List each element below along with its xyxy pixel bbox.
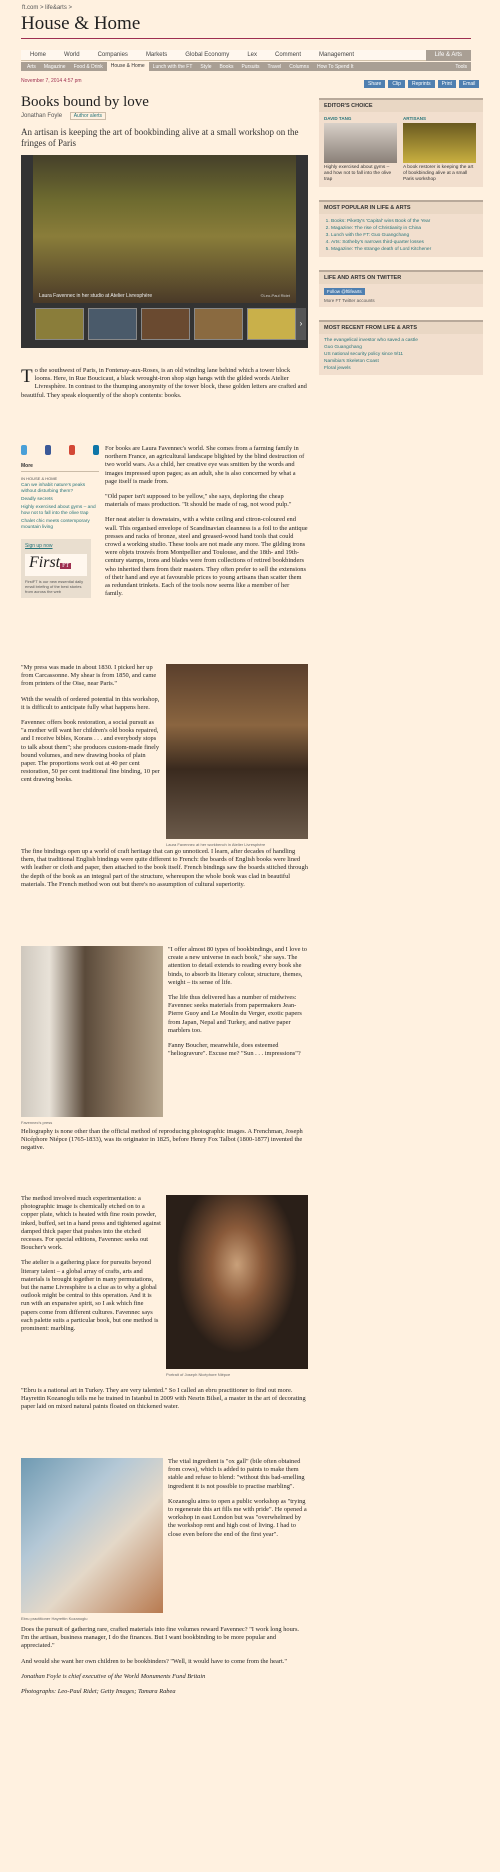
- gallery-thumbnails: [35, 308, 296, 340]
- most-popular-list: [319, 214, 483, 257]
- subnav-magazine[interactable]: Magazine: [43, 63, 66, 70]
- ec-item-text[interactable]: A book restorer is keeping the art of bookbinding alive at a small Paris workshop: [403, 165, 474, 182]
- firstft-logo: [25, 554, 87, 576]
- nav-life-arts[interactable]: Life & Arts: [426, 50, 471, 61]
- editors-choice-title: EDITOR'S CHOICE: [319, 98, 483, 112]
- divider: [21, 38, 471, 39]
- recent-item[interactable]: Guo Guangchang: [324, 345, 362, 350]
- gallery-main-photo[interactable]: [33, 155, 296, 303]
- thumbnail[interactable]: [35, 308, 84, 340]
- masthead: [0, 0, 500, 70]
- press-photo: [21, 946, 163, 1117]
- breadcrumb[interactable]: ft.com > life&arts >: [22, 5, 73, 11]
- article-paragraph: "My press was made in about 1830. I picked her up from Carcassonne. My shear is from 1850, and came from printers of the Oise, near Paris.": [21, 664, 157, 688]
- ec-item[interactable]: [403, 116, 476, 183]
- subnav-pursuits[interactable]: Pursuits: [241, 63, 260, 70]
- intro-paragraph: [21, 367, 308, 400]
- nav-lex[interactable]: Lex: [247, 52, 257, 58]
- clip-button[interactable]: Clip: [388, 80, 405, 88]
- popular-item[interactable]: 5. Magazine: The strange death of Lord Kitchener: [331, 246, 478, 253]
- follow-button[interactable]: Follow @ftlifearts: [324, 288, 365, 295]
- article: [21, 78, 308, 407]
- popular-item[interactable]: 4. Arts: Sotheby's narrows third-quarter losses: [331, 239, 478, 246]
- popular-item[interactable]: 1. Books: Piketty's 'Capital' wins Book of the Year: [331, 218, 478, 225]
- article-column-3: [21, 848, 308, 896]
- byline: [21, 113, 308, 119]
- photo-caption: Favennec's press: [21, 1120, 53, 1125]
- twitter-content: [319, 284, 483, 307]
- facebook-icon[interactable]: [45, 445, 51, 455]
- nav-global-economy[interactable]: Global Economy: [185, 52, 230, 58]
- author-name[interactable]: Jonathan Foyle: [21, 113, 63, 119]
- subnav-columns[interactable]: Columns: [289, 63, 309, 70]
- nav-management[interactable]: Management: [319, 52, 355, 58]
- subnav-travel[interactable]: Travel: [267, 63, 282, 70]
- editors-choice-items: [319, 112, 483, 187]
- article-paragraph: Fanny Boucher, meanwhile, does esteemed "heliogravure". Excuse me? "Sun . . . impressions"?: [168, 1042, 301, 1058]
- nav-companies[interactable]: Companies: [97, 52, 128, 58]
- photo-caption: Portrait of Joseph Nicéphore Niépce: [166, 1372, 231, 1377]
- author-alerts-button[interactable]: Author alerts: [70, 112, 106, 120]
- most-recent-title: MOST RECENT FROM LIFE & ARTS: [319, 320, 483, 334]
- nav-world[interactable]: World: [64, 52, 80, 58]
- niepce-portrait: [166, 1195, 308, 1369]
- article-paragraph: And would she want her own children to be bookbinders? "Well, it would have to come from the heart.": [21, 1657, 287, 1665]
- nav-home[interactable]: Home: [30, 52, 47, 58]
- firstft-description: FirstFT is our new essential daily email briefing of the best stories from across the web: [25, 579, 84, 594]
- ebru-photo: [21, 1458, 163, 1613]
- drop-cap: T: [21, 366, 33, 387]
- article-paragraph: Her neat atelier is downstairs, with a white ceiling and citron-coloured end wall. This organised envelope of Scandinavian cleanness is a foil to the antique presses and racks of bronze, steel and greased-wood hand tools that could crowd a working studio. These tools are not made any more. The gilding irons were objets trouvés from Montpellier and Toulouse, and the 18th- and 19th-century stamps, irons and blades were from collections of retired bookbinders who inherited them from their masters. They often prefer to sell the extensions of their hand and eye at favourable prices to young artisans than scatter them as redundant trinkets. Each of the tools now seems like a member of her family.: [105, 516, 308, 598]
- popular-item[interactable]: 2. Magazine: The rise of Christianity in China: [331, 225, 478, 232]
- share-bar: [364, 80, 479, 88]
- editors-choice: [319, 98, 483, 187]
- email-button[interactable]: Email: [459, 80, 480, 88]
- nav-markets[interactable]: Markets: [145, 52, 168, 58]
- article-title: Books bound by love: [21, 94, 149, 110]
- sub-nav: [21, 62, 471, 71]
- article-column-2: [21, 664, 161, 792]
- gallery-credit: ©Leo-Paul Ridet: [260, 293, 290, 298]
- article-column-5: [21, 1128, 308, 1160]
- firstft-signup: [21, 539, 91, 598]
- article-body: [21, 367, 308, 400]
- subnav-style[interactable]: Style: [200, 63, 212, 70]
- chevron-right-icon[interactable]: ›: [296, 308, 306, 340]
- popular-item[interactable]: 3. Lunch with the FT: Guo Guangchang: [331, 232, 478, 239]
- recent-item[interactable]: US national security policy since 9/11: [324, 352, 404, 357]
- twitter-title: LIFE AND ARTS ON TWITTER: [319, 270, 483, 284]
- thumbnail[interactable]: [88, 308, 137, 340]
- subnav-lunch[interactable]: Lunch with the FT: [152, 63, 193, 70]
- article-paragraph: The method involved much experimentation: a photographic image is chemically etched on to a copper plate, which is heated with fine rosin powder, inked, buffed, set in a hand press and tightened against damped thick paper that pushes into the etched recesses. For special editions, Favennec seeks out Boucher's work.: [21, 1195, 161, 1252]
- most-popular-title: MOST POPULAR IN LIFE & ARTS: [319, 200, 483, 214]
- main-nav: [21, 50, 471, 61]
- article-paragraph: The atelier is a gathering place for pursuits beyond literary talent – a global array of crafts, arts and materials is brought together in many permutations, but the name Livresphère is a clue as to why a global outlook might be central to this operation. And it is run with an expansive spirit, so I ask which fine papers come from different cultures. Favennec says each palette suits a particular book, but one method is prominent: marbling.: [21, 1259, 159, 1333]
- ec-item-name[interactable]: DAVID TANG: [324, 116, 352, 121]
- article-column-6: [21, 1195, 161, 1340]
- article-column-9: [21, 1626, 308, 1703]
- most-popular: [319, 200, 483, 257]
- most-recent-list: [319, 334, 483, 375]
- nav-comment[interactable]: Comment: [275, 52, 302, 58]
- linkedin-icon[interactable]: [93, 445, 99, 455]
- thumbnail[interactable]: [247, 308, 296, 340]
- signup-link[interactable]: Sign up now: [25, 543, 53, 549]
- author-bio: Jonathan Foyle is chief executive of the World Monuments Fund Britain: [21, 1672, 206, 1680]
- more-heading: More: [21, 463, 99, 472]
- more-link[interactable]: Can we inhabit nature's peaks without disturbing them?: [21, 483, 86, 494]
- recent-item[interactable]: The evangelical investor who saved a castle: [324, 338, 418, 343]
- article-paragraph: For books are Laura Favennec's world. She comes from a farming family in northern France, an agricultural landscape blighted by the blind destruction of two world wars. As a child, her creative eye was smitten by the words and images impressed upon pages; as an adult, she is also concerned by what a page itself is made from.: [105, 445, 305, 485]
- standfirst: An artisan is keeping the art of bookbinding alive at a small workshop on the fringes of Paris: [21, 127, 299, 148]
- reprints-button[interactable]: Reprints: [408, 80, 435, 88]
- left-rail: [21, 445, 99, 598]
- article-column-8: [168, 1458, 308, 1546]
- section-title[interactable]: House & Home: [21, 13, 141, 34]
- ec-item-photo[interactable]: [403, 123, 476, 163]
- share-button[interactable]: Share: [364, 80, 385, 88]
- ec-item[interactable]: [324, 116, 397, 183]
- article-paragraph: "Ebru is a national art in Turkey. They are very talented." So I called an ebru practitioner to find out more. Hayrettin Kozanoglu tells me he trained in Istanbul in 2009 with Nesrin Bilsel, a master in the art of decorating paper laid on mixed natural paints floated on thickened water.: [21, 1387, 306, 1411]
- article-paragraph: "I offer almost 80 types of bookbindings, and I love to create a new universe in each book," she says. The attention to detail extends to reading every book she binds, to absorb its literary colour, structure, themes, weight – its sense of life.: [168, 946, 307, 986]
- subnav-tools[interactable]: Tools: [455, 63, 467, 70]
- article-date: November 7, 2014 4:57 pm: [21, 78, 82, 84]
- workbench-photo: [166, 664, 308, 839]
- more-box: [21, 463, 99, 531]
- photo-caption: Ebru practitioner Hayrettin Kozanoglu: [21, 1616, 88, 1621]
- subnav-arts[interactable]: Arts: [27, 63, 36, 70]
- ec-item-text[interactable]: Highly exercised about gyms – and how not to fall into the olive trap: [324, 165, 392, 182]
- ec-item-photo[interactable]: [324, 123, 397, 163]
- article-column-4: [168, 946, 308, 1065]
- photo-caption: Laura Favennec at her workbench in Atelier Livresphère: [166, 842, 266, 847]
- more-twitter-link[interactable]: More FT Twitter accounts: [324, 298, 375, 303]
- thumbnail[interactable]: [141, 308, 190, 340]
- article-column-1: [105, 445, 308, 605]
- photo-credits: Photographs: Leo-Paul Ridet; Getty Images; Tamara Rabea: [21, 1688, 176, 1696]
- more-link[interactable]: Highly exercised about gyms – and how not to fall into the olive trap: [21, 505, 96, 516]
- article-paragraph: Heliography is none other than the official method of reproducing photographic images. A Frenchman, Joseph Nicéphore Niépce (1765-1833), was its originator in 1825, before Henry Fox Talbot (1800-1877) invented the negative.: [21, 1128, 303, 1152]
- google-plus-icon[interactable]: [69, 445, 75, 455]
- article-paragraph: Does the pursuit of gathering rare, crafted materials into fine volumes reward Favennec? "I work long hours. I'm the artisan, business manager, I do the finances. But I want bookbinding to be more popular and appreciated.": [21, 1626, 300, 1650]
- article-paragraph: The vital ingredient is "ox gall" (bile often obtained from cows), which is added to paints to make them stable and refuse to blend: "without this bad-smelling ingredient it is not possible to practise marbling".: [168, 1458, 305, 1490]
- social-buttons: [21, 445, 99, 455]
- more-subheading: IN HOUSE & HOME: [21, 476, 58, 481]
- article-paragraph: "Old paper isn't supposed to be yellow," she says, deploring the cheap materials of mass production. "It should be made of rag, not wood pulp.": [105, 493, 292, 509]
- article-paragraph: Kozanoglu aims to open a public workshop as "trying to regenerate this art fills me with pride". He opened a workshop in east London but was "overwhelmed by the workshop rent and high cost of living. I had to close even before the end of the first year".: [168, 1497, 307, 1538]
- article-paragraph: With the wealth of ordered potential in this workshop, it is difficult to anticipate fully what happens here.: [21, 695, 160, 711]
- subnav-books[interactable]: Books: [219, 63, 234, 70]
- twitter-icon[interactable]: [21, 445, 27, 455]
- firstft-logo-ft: FT: [62, 563, 70, 569]
- firstft-logo-text: First: [29, 554, 61, 571]
- right-rail: [319, 98, 483, 388]
- intro-text: o the southwest of Paris, in Fontenay-aux-Roses, is an old winding lane behind which a tower block looms. Here, in Rue Boucicaut, a black wrought-iron shop sign hangs with the gilded words Atelier Livresphère. In contrast to the thumping anonymity of the tower block, these golden letters are crafted and beautiful. They speak eloquently of the shop's contents: books.: [21, 367, 307, 399]
- article-paragraph: The life thus delivered has a number of midwives: Favennec seeks materials from papermakers Jean-Pierre Guoy and Le Moulin du Verger, exotic papers from Japan, Nepal and Turkey, and native paper marblers too.: [168, 994, 302, 1034]
- more-link[interactable]: Deadly secrets: [21, 497, 53, 502]
- photo-gallery: [21, 155, 308, 348]
- subnav-house-home[interactable]: House & Home: [107, 62, 149, 71]
- recent-item[interactable]: Namibia's Skeleton Coast: [324, 359, 379, 364]
- article-column-7: [21, 1387, 308, 1419]
- most-recent: [319, 320, 483, 375]
- print-button[interactable]: Print: [438, 80, 456, 88]
- subnav-food[interactable]: Food & Drink: [73, 63, 103, 70]
- article-paragraph: The fine bindings open up a world of craft heritage that can go unnoticed. I learn, after decades of handling them, that traditional English bindings were quite different to French: the boards of English books were lined with leather or cloth and paper, then attached to the book itself. French bindings saw the boards stitched through the depth of the book as an integral part of the structure, whereupon the whole book was clad in beautiful materials. The French method won out but there's no assumption of cultural superiority.: [21, 848, 308, 888]
- more-link[interactable]: Chalet chic meets contemporary mountain living: [21, 519, 90, 530]
- gallery-caption: Laura Favennec in her studio at Atelier Livresphère: [39, 293, 153, 299]
- thumbnail[interactable]: [194, 308, 243, 340]
- article-paragraph: Favennec offers book restoration, a social pursuit as "a mother will want her children's old books repaired, and I receive bibles, Korans . . . and everybody stops to talk about them"; she produces custom-made finely bound volumes, and new drawing books of plain paper. The proportions work out at 40 per cent restoration, 50 per cent traditional fine binding, 10 per cent drawing books.: [21, 719, 160, 784]
- subnav-htsi[interactable]: How To Spend It: [316, 63, 354, 70]
- ec-item-name[interactable]: ARTISANS: [403, 116, 427, 121]
- recent-item[interactable]: Floral jewels: [324, 366, 351, 371]
- twitter-box: [319, 270, 483, 307]
